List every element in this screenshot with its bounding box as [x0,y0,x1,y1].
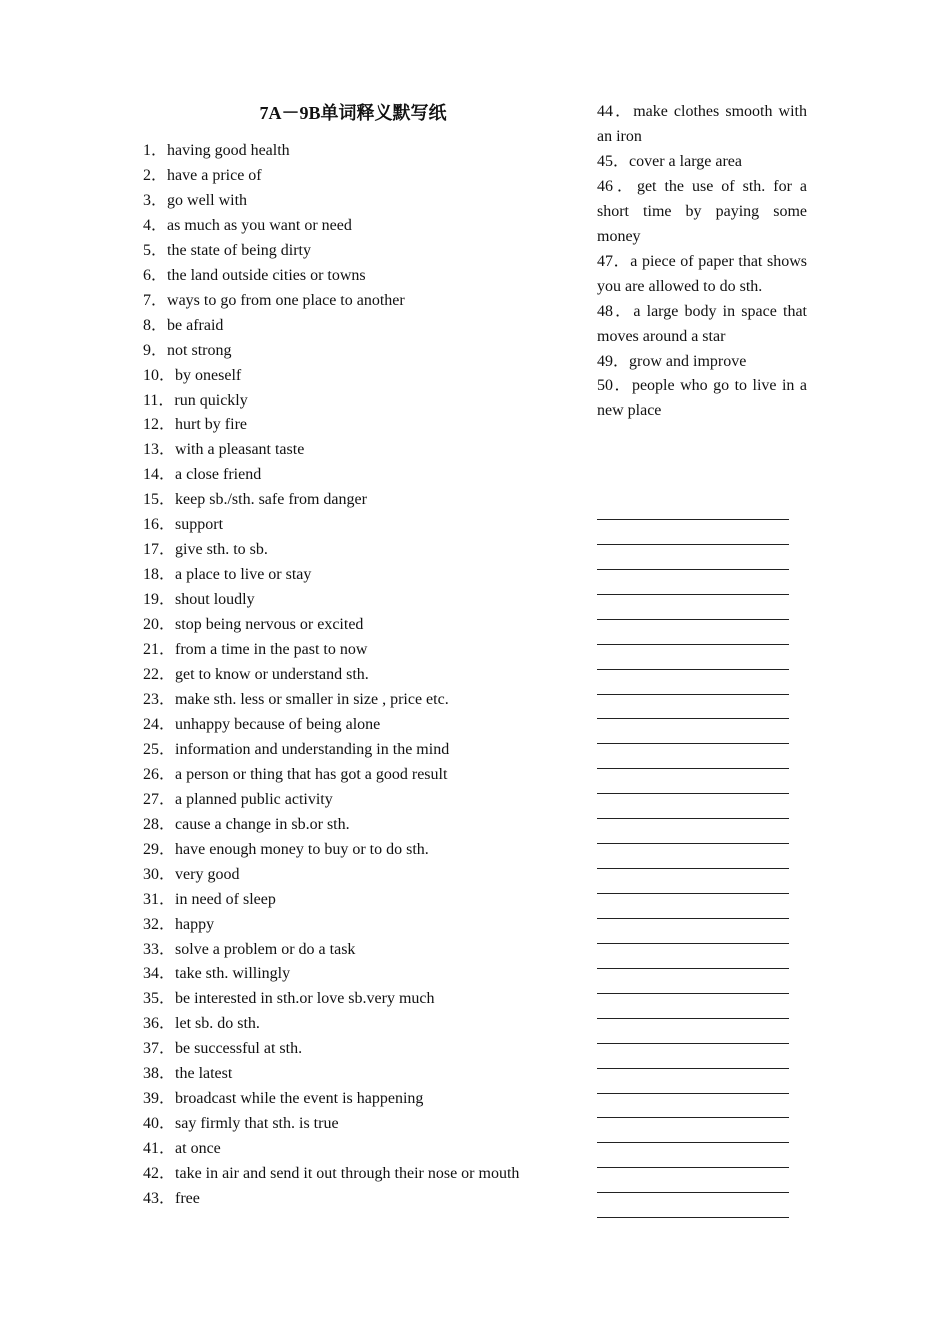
answer-blank-line[interactable] [597,747,797,772]
definition-item [597,374,807,424]
item-number: 23． [143,690,176,708]
item-definition: very good [175,865,240,883]
item-definition: go well with [167,191,248,209]
item-definition: get the use of sth. for a short time by paying some money [597,177,807,245]
item-definition: be afraid [167,316,224,334]
definition-list-right [597,100,807,424]
item-definition: stop being nervous or excited [175,616,364,634]
answer-blank-line[interactable] [597,598,797,623]
item-number: 44． [597,103,634,120]
definition-item [143,688,563,713]
answer-blank-line[interactable] [597,548,797,573]
item-number: 5． [143,241,168,259]
item-number: 9． [143,341,168,359]
definition-item [143,314,563,339]
item-definition: having good health [167,142,290,159]
answer-blank-line[interactable] [597,947,797,972]
definition-item [143,438,563,463]
item-definition: say firmly that sth. is true [175,1115,339,1133]
definition-item [597,250,807,300]
item-number: 4． [143,216,168,234]
definition-item [143,962,563,987]
answer-blank-line[interactable] [597,698,797,723]
item-number: 31． [143,890,176,908]
definition-item [143,987,563,1012]
item-definition: have enough money to buy or to do sth. [175,840,429,858]
item-definition: at once [175,1140,221,1158]
definition-item [143,888,563,913]
item-number: 17． [143,541,176,559]
item-number: 38． [143,1065,176,1083]
definition-item [143,788,563,813]
definition-item [143,239,563,264]
definition-item [143,189,563,214]
definition-item [143,139,563,164]
definition-item [143,588,563,613]
answer-blank-line[interactable] [597,673,797,698]
item-number: 49． [597,352,630,370]
item-definition: a close friend [175,466,262,484]
item-definition: keep sb./sth. safe from danger [175,491,367,509]
definition-item [143,1062,563,1087]
item-number: 36． [143,1015,176,1033]
item-definition: information and understanding in the mind [175,740,450,758]
item-definition: give sth. to sb. [175,541,268,559]
answer-blank-line[interactable] [597,897,797,922]
answer-blank-line[interactable] [597,1196,797,1221]
item-definition: shout loudly [175,591,255,609]
item-number: 24． [143,715,176,733]
item-number: 35． [143,990,176,1008]
item-definition: a place to live or stay [175,566,312,584]
answer-blank-line[interactable] [597,997,797,1022]
answer-blank-line[interactable] [597,722,797,747]
definition-item [143,1037,563,1062]
answer-blank-line[interactable] [597,623,797,648]
item-definition: grow and improve [629,352,747,370]
item-number: 3． [143,191,168,209]
item-definition: a person or thing that has got a good result [175,765,448,783]
item-definition: happy [175,915,215,933]
page-title: 7A－9B单词释义默写纸 [259,103,447,123]
item-number: 19． [143,591,176,609]
definition-item [143,1087,563,1112]
definition-item [143,563,563,588]
item-number: 11． [143,391,175,409]
item-number: 30． [143,865,176,883]
item-number: 15． [143,491,176,509]
item-number: 13． [143,441,176,459]
answer-blank-line[interactable] [597,922,797,947]
item-number: 10． [143,366,176,384]
item-definition: support [175,516,224,534]
item-definition: as much as you want or need [167,216,352,234]
item-definition: broadcast while the event is happening [175,1090,424,1108]
item-definition: have a price of [167,166,262,184]
definition-item [597,175,807,250]
definition-item [597,350,807,375]
answer-blank-line[interactable] [597,847,797,872]
definition-item [143,863,563,888]
item-number: 2． [143,166,168,184]
answer-blank-line[interactable] [597,523,797,548]
item-number: 27． [143,790,176,808]
definition-item [143,913,563,938]
item-number: 28． [143,815,176,833]
item-number: 47． [597,252,631,270]
definition-item [143,1162,563,1187]
item-number: 41． [143,1140,176,1158]
definition-item [143,164,563,189]
item-definition: make sth. less or smaller in size , price etc. [175,690,449,708]
answer-blank-line[interactable] [597,648,797,673]
item-number: 25． [143,740,176,758]
answer-blank-line[interactable] [597,822,797,847]
definition-list-left [143,139,563,1212]
definition-item [143,813,563,838]
definition-item [143,264,563,289]
answer-blank-line[interactable] [597,872,797,897]
definition-item [143,538,563,563]
answer-blanks [597,498,797,1221]
definition-item [143,214,563,239]
item-number: 37． [143,1040,176,1058]
definition-item [143,364,563,389]
right-column [597,100,807,424]
item-definition: a large body in space that moves around a star [597,302,807,345]
definition-item [143,289,563,314]
item-number: 48． [597,302,634,320]
definition-item [597,100,807,150]
item-number: 40． [143,1115,176,1133]
item-number: 26． [143,765,176,783]
answer-blank-line[interactable] [597,1097,797,1122]
item-definition: be interested in sth.or love sb.very much [175,990,435,1008]
item-number: 21． [143,641,176,659]
item-definition: let sb. do sth. [175,1015,260,1033]
definition-item [143,663,563,688]
item-definition: run quickly [174,391,248,409]
definition-item [597,150,807,175]
item-definition: make clothes smooth with an iron [597,103,807,145]
item-number: 7． [143,291,168,309]
definition-item [143,838,563,863]
answer-blank-line[interactable] [597,797,797,822]
item-number: 29． [143,840,176,858]
item-number: 16． [143,516,176,534]
item-number: 12． [143,416,176,434]
item-definition: a planned public activity [175,790,333,808]
answer-blank-line[interactable] [597,1146,797,1171]
answer-blank-line[interactable] [597,1121,797,1146]
item-number: 43． [143,1190,176,1208]
item-number: 39． [143,1090,176,1108]
definition-item [143,1137,563,1162]
definition-item [143,938,563,963]
item-definition: cause a change in sb.or sth. [175,815,350,833]
definition-item [143,339,563,364]
item-definition: with a pleasant taste [175,441,305,459]
item-definition: the state of being dirty [167,241,311,259]
item-definition: the land outside cities or towns [167,266,366,284]
item-number: 32． [143,915,176,933]
item-definition: be successful at sth. [175,1040,303,1058]
item-definition: not strong [167,341,232,359]
item-definition: solve a problem or do a task [175,940,356,958]
item-number: 18． [143,566,176,584]
definition-item [143,463,563,488]
definition-item [143,1112,563,1137]
definition-item [143,488,563,513]
definition-item [143,738,563,763]
item-definition: unhappy because of being alone [175,715,381,733]
item-number: 22． [143,666,176,684]
item-number: 42． [143,1165,176,1183]
answer-blank-line[interactable] [597,972,797,997]
item-definition: cover a large area [629,152,742,170]
item-number: 14． [143,466,176,484]
item-definition: people who go to live in a new place [597,377,807,420]
item-definition: from a time in the past to now [175,641,368,659]
item-definition: the latest [175,1065,233,1083]
answer-blank-line[interactable] [597,772,797,797]
item-number: 1． [143,142,168,159]
definition-item [143,638,563,663]
item-definition: free [175,1190,200,1208]
item-definition: take sth. willingly [175,965,291,983]
item-number: 34． [143,965,176,983]
item-definition: hurt by fire [175,416,247,434]
item-definition: ways to go from one place to another [167,291,405,309]
item-number: 33． [143,940,176,958]
definition-item [143,513,563,538]
answer-blank-line[interactable] [597,498,797,523]
item-number: 50． [597,377,632,395]
answer-blank-line[interactable] [597,573,797,598]
item-definition: a piece of paper that shows you are allowed to do sth. [597,252,807,295]
item-number: 8． [143,316,168,334]
definition-item [143,763,563,788]
answer-blank-line[interactable] [597,1072,797,1097]
item-number: 20． [143,616,176,634]
definition-item [143,413,563,438]
item-number: 45． [597,152,630,170]
item-number: 46． [597,177,637,195]
left-column [143,100,563,1212]
definition-item [597,300,807,350]
definition-item [143,713,563,738]
item-definition: by oneself [175,366,242,384]
answer-blank-line[interactable] [597,1171,797,1196]
answer-blank-line[interactable] [597,1022,797,1047]
item-definition: in need of sleep [175,890,276,908]
definition-item [143,1012,563,1037]
definition-item [143,389,563,414]
answer-blank-line[interactable] [597,1047,797,1072]
definition-item [143,613,563,638]
item-definition: get to know or understand sth. [175,666,369,684]
item-number: 6． [143,266,168,284]
item-definition: take in air and send it out through their nose or mouth [175,1165,520,1183]
definition-item [143,1187,563,1212]
